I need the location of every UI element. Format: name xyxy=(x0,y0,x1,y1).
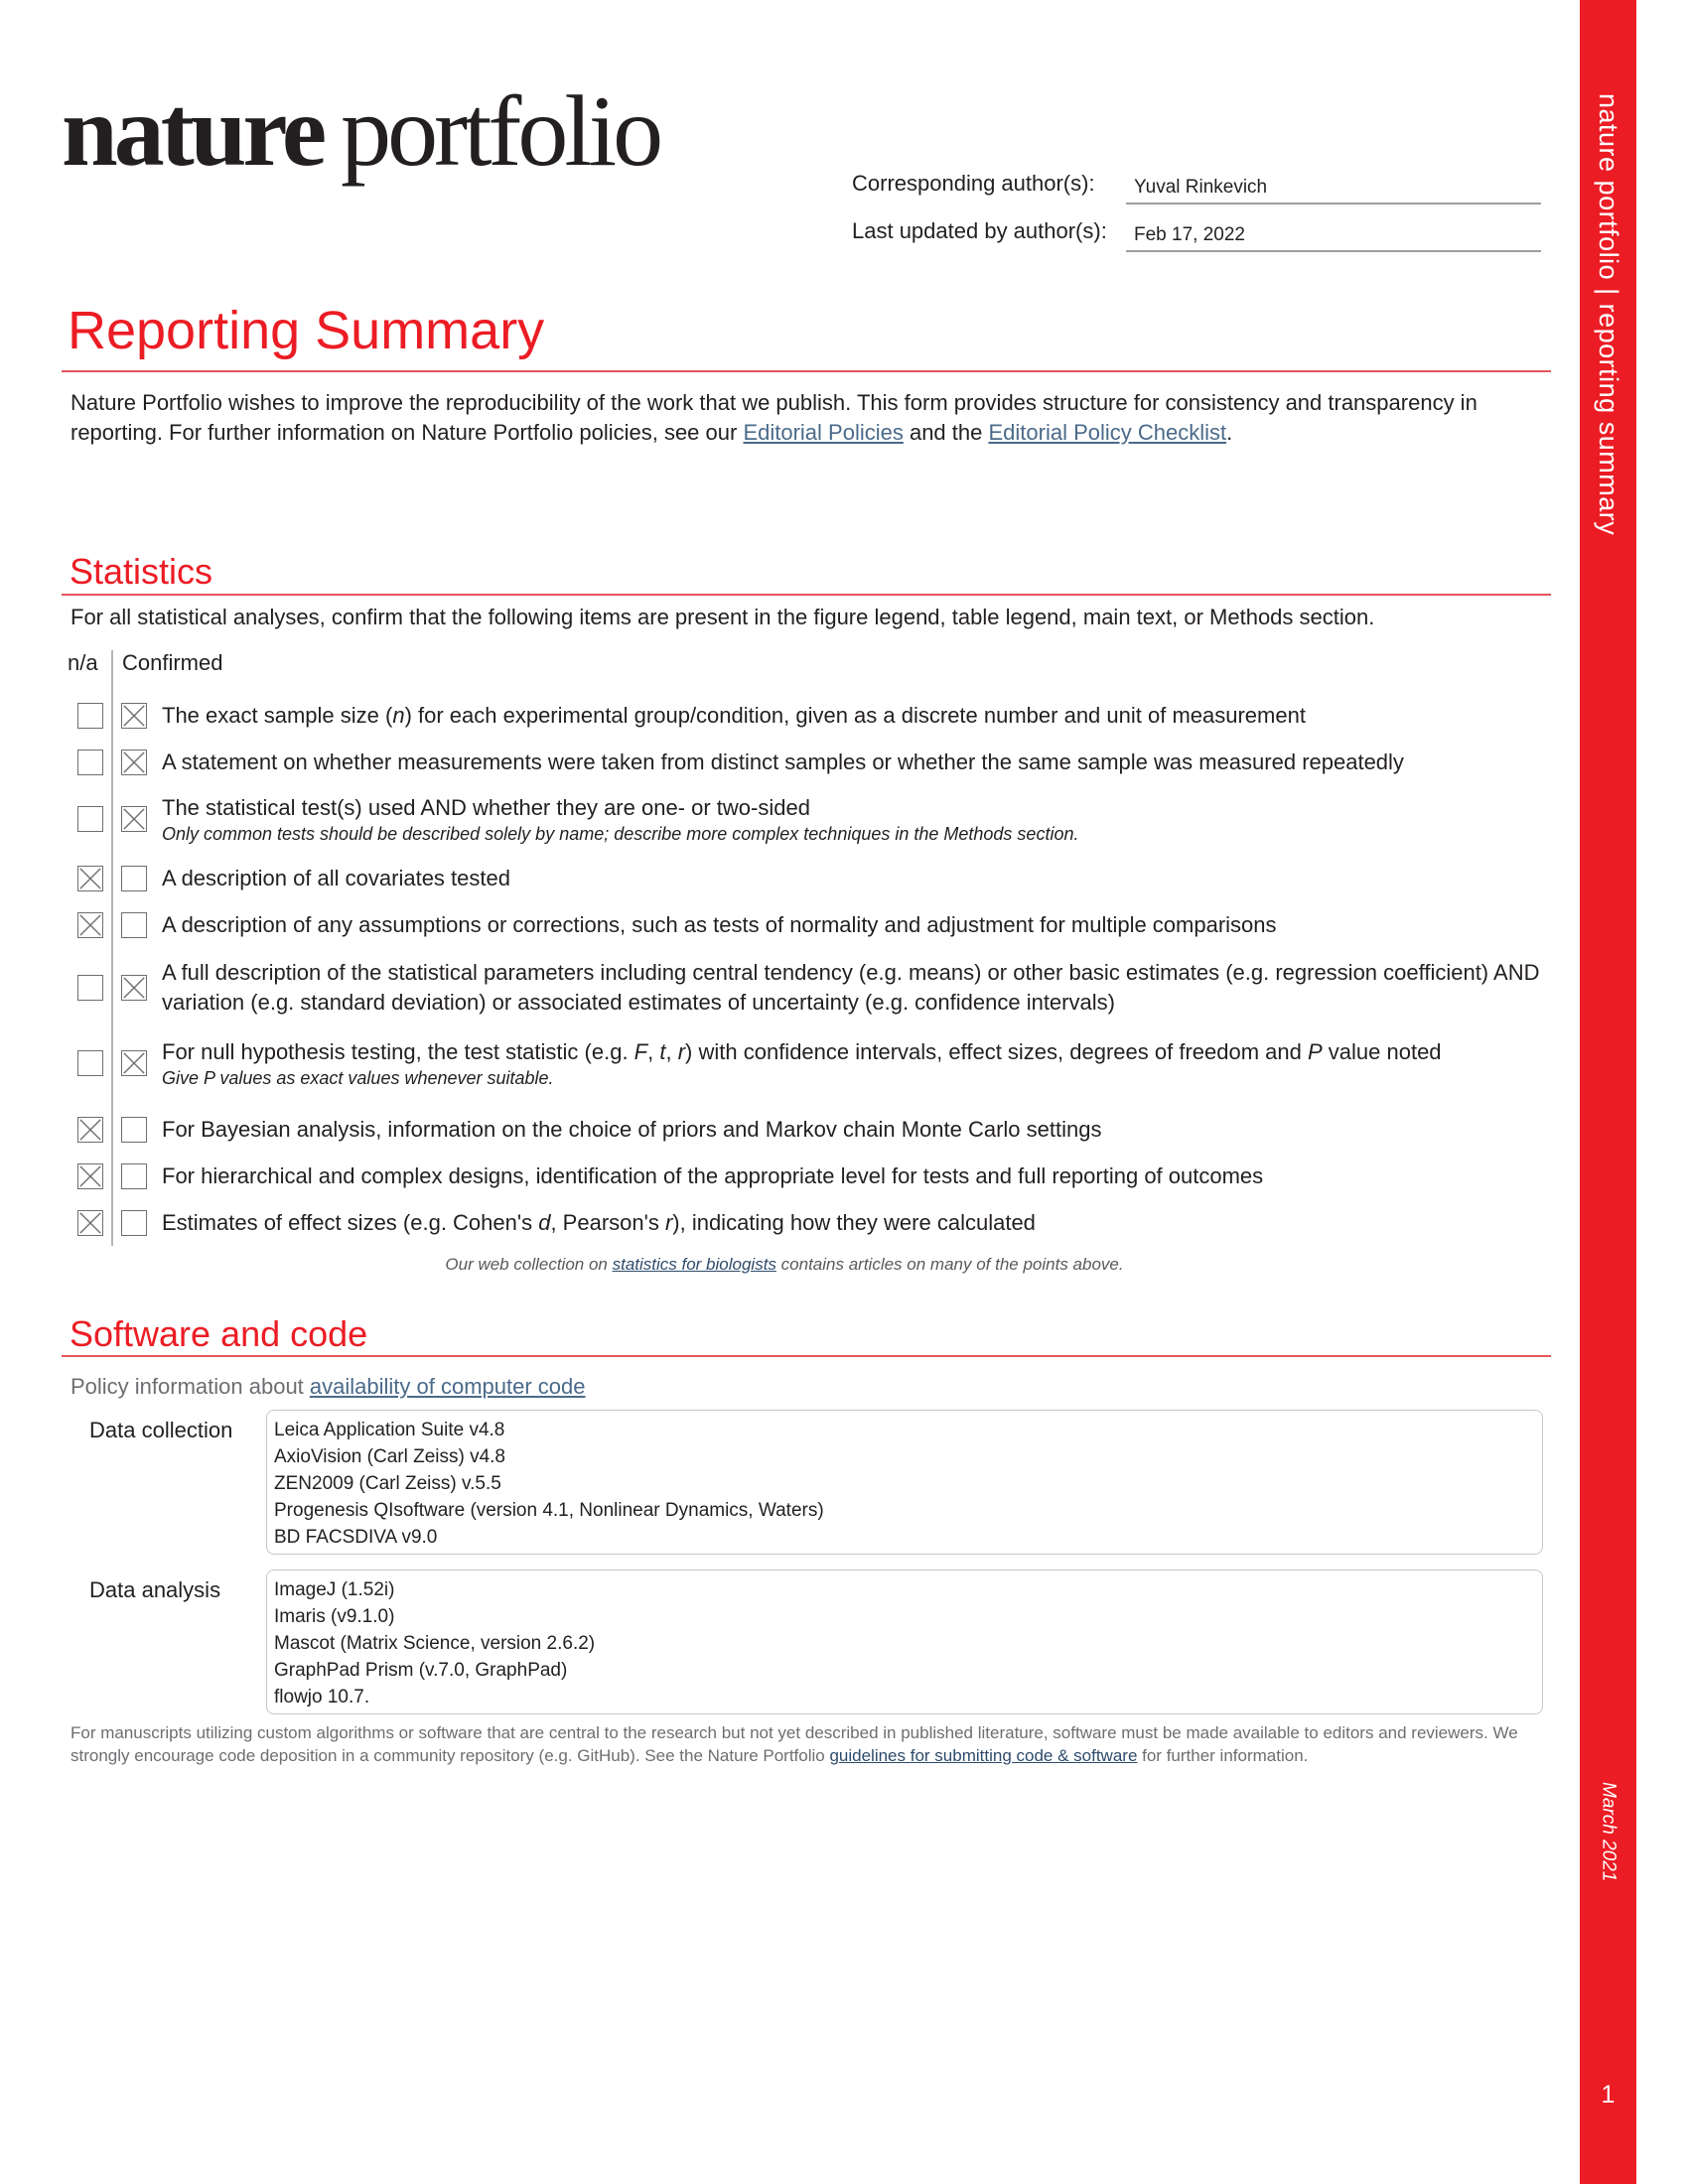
checklist-item-text: For null hypothesis testing, the test statistic (e.g. F, t, r) with confidence intervals, effect sizes, degrees of freedom and P value noted Give P values as exact values whenever suitable. xyxy=(162,1037,1552,1089)
field-line: Mascot (Matrix Science, version 2.6.2) xyxy=(274,1633,596,1654)
statistics-footer-note: Our web collection on statistics for biologists contains articles on many of the points above. xyxy=(445,1255,1124,1274)
statistics-intro: For all statistical analyses, confirm that the following items are present in the figure legend, table legend, main text, or Methods section. xyxy=(70,605,1375,629)
page-number: 1 xyxy=(1601,2081,1616,2109)
na-checkbox[interactable] xyxy=(77,975,103,1001)
checklist-item-text: Estimates of effect sizes (e.g. Cohen's d, Pearson's r), indicating how they were calculated xyxy=(162,1210,1036,1235)
editorial-policies-link[interactable]: Editorial Policies xyxy=(743,420,904,445)
na-column-header: n/a xyxy=(68,650,98,675)
confirmed-column-header: Confirmed xyxy=(122,650,223,675)
na-checkbox[interactable] xyxy=(77,1163,103,1189)
confirmed-checkbox[interactable] xyxy=(121,806,147,832)
na-checkbox[interactable] xyxy=(77,866,103,891)
software-policy-line: Policy information about availability of computer code xyxy=(70,1374,586,1399)
na-checkbox[interactable] xyxy=(77,703,103,729)
code-availability-link[interactable]: availability of computer code xyxy=(309,1374,586,1399)
sidebar-date: March 2021 xyxy=(1598,1781,1619,1882)
sidebar-title: nature portfolio | reporting summary xyxy=(1594,93,1623,536)
page-title: Reporting Summary xyxy=(68,301,545,360)
title-rule xyxy=(62,370,1551,372)
confirmed-checkbox[interactable] xyxy=(121,1050,147,1076)
confirmed-checkbox[interactable] xyxy=(121,1163,147,1189)
nature-portfolio-logo: nature portfolio xyxy=(62,75,660,188)
confirmed-checkbox[interactable] xyxy=(121,1210,147,1236)
confirmed-checkbox[interactable] xyxy=(121,975,147,1001)
confirmed-checkbox[interactable] xyxy=(121,703,147,729)
statistics-for-biologists-link[interactable]: statistics for biologists xyxy=(612,1255,776,1274)
software-heading: Software and code xyxy=(70,1313,368,1354)
confirmed-checkbox[interactable] xyxy=(121,1117,147,1143)
field-line: Imaris (v9.1.0) xyxy=(274,1606,395,1627)
field-line: AxioVision (Carl Zeiss) v4.8 xyxy=(274,1446,506,1467)
field-line: Leica Application Suite v4.8 xyxy=(274,1420,505,1440)
software-rule xyxy=(62,1355,1551,1357)
field-line: flowjo 10.7. xyxy=(274,1687,370,1707)
statistics-heading: Statistics xyxy=(70,551,213,592)
column-divider xyxy=(111,650,113,1246)
checklist-item-text: The exact sample size (n) for each experimental group/condition, given as a discrete number and unit of measurement xyxy=(162,703,1306,728)
editorial-policy-checklist-link[interactable]: Editorial Policy Checklist xyxy=(988,420,1227,445)
last-updated-label: Last updated by author(s): xyxy=(852,218,1107,243)
data-analysis-field[interactable] xyxy=(266,1570,1543,1714)
data-analysis-label: Data analysis xyxy=(89,1577,221,1602)
checklist-item-text: The statistical test(s) used AND whether they are one- or two-sided Only common tests should be described solely by name; describe more complex techniques in the Methods section. xyxy=(162,793,1552,845)
checklist-item-text: For hierarchical and complex designs, identification of the appropriate level for tests and full reporting of outcomes xyxy=(162,1163,1264,1188)
checklist-item-text: A description of any assumptions or corrections, such as tests of normality and adjustment for multiple comparisons xyxy=(162,912,1277,937)
last-updated-field[interactable]: Feb 17, 2022 xyxy=(1126,216,1541,252)
checklist-item-note: Give P values as exact values whenever suitable. xyxy=(162,1068,554,1088)
na-checkbox[interactable] xyxy=(77,912,103,938)
corresponding-author-label: Corresponding author(s): xyxy=(852,171,1095,196)
checklist-item-note: Only common tests should be described solely by name; describe more complex techniques in the Methods section. xyxy=(162,824,1079,844)
checklist-item-text: A full description of the statistical parameters including central tendency (e.g. means) or other basic estimates (e.g. regression coefficient) AND variation (e.g. standard deviation) or associated estimates of uncertainty (e.g. confidence intervals) xyxy=(162,960,1540,1015)
software-guidelines-note: For manuscripts utilizing custom algorithms or software that are central to the research but not yet described in published literature, software must be made available to editors and reviewers. We strongly encourage code deposition in a community repository (e.g. GitHub). See the Nature Portfolio guidelines for submitting code & software for further information. xyxy=(70,1723,1518,1765)
field-line: GraphPad Prism (v.7.0, GraphPad) xyxy=(274,1660,568,1681)
na-checkbox[interactable] xyxy=(77,806,103,832)
confirmed-checkbox[interactable] xyxy=(121,866,147,891)
checklist-item-text: A statement on whether measurements were taken from distinct samples or whether the same sample was measured repeatedly xyxy=(162,750,1404,774)
field-line: BD FACSDIVA v9.0 xyxy=(274,1527,438,1548)
confirmed-checkbox[interactable] xyxy=(121,912,147,938)
checklist-item-text: A description of all covariates tested xyxy=(162,866,510,890)
field-line: Progenesis QIsoftware (version 4.1, Nonlinear Dynamics, Waters) xyxy=(274,1500,824,1521)
last-updated-row xyxy=(852,212,1541,252)
field-line: ImageJ (1.52i) xyxy=(274,1579,395,1600)
statistics-rule xyxy=(62,594,1551,596)
corresponding-author-field[interactable]: Yuval Rinkevich xyxy=(1126,169,1541,205)
na-checkbox[interactable] xyxy=(77,1117,103,1143)
field-line: ZEN2009 (Carl Zeiss) v.5.5 xyxy=(274,1473,501,1494)
code-guidelines-link[interactable]: guidelines for submitting code & software xyxy=(829,1746,1138,1765)
data-collection-label: Data collection xyxy=(89,1418,233,1442)
data-collection-field[interactable] xyxy=(266,1410,1543,1555)
na-checkbox[interactable] xyxy=(77,1210,103,1236)
na-checkbox[interactable] xyxy=(77,1050,103,1076)
confirmed-checkbox[interactable] xyxy=(121,750,147,775)
checklist-item-text: For Bayesian analysis, information on the choice of priors and Markov chain Monte Carlo settings xyxy=(162,1117,1102,1142)
intro-paragraph: Nature Portfolio wishes to improve the reproducibility of the work that we publish. This form provides structure for consistency and transparency in reporting. For further information on Nature Portfolio policies, see our Editorial Policies and the Editorial Policy Checklist. xyxy=(70,390,1477,445)
corresponding-author-row xyxy=(852,165,1541,205)
na-checkbox[interactable] xyxy=(77,750,103,775)
